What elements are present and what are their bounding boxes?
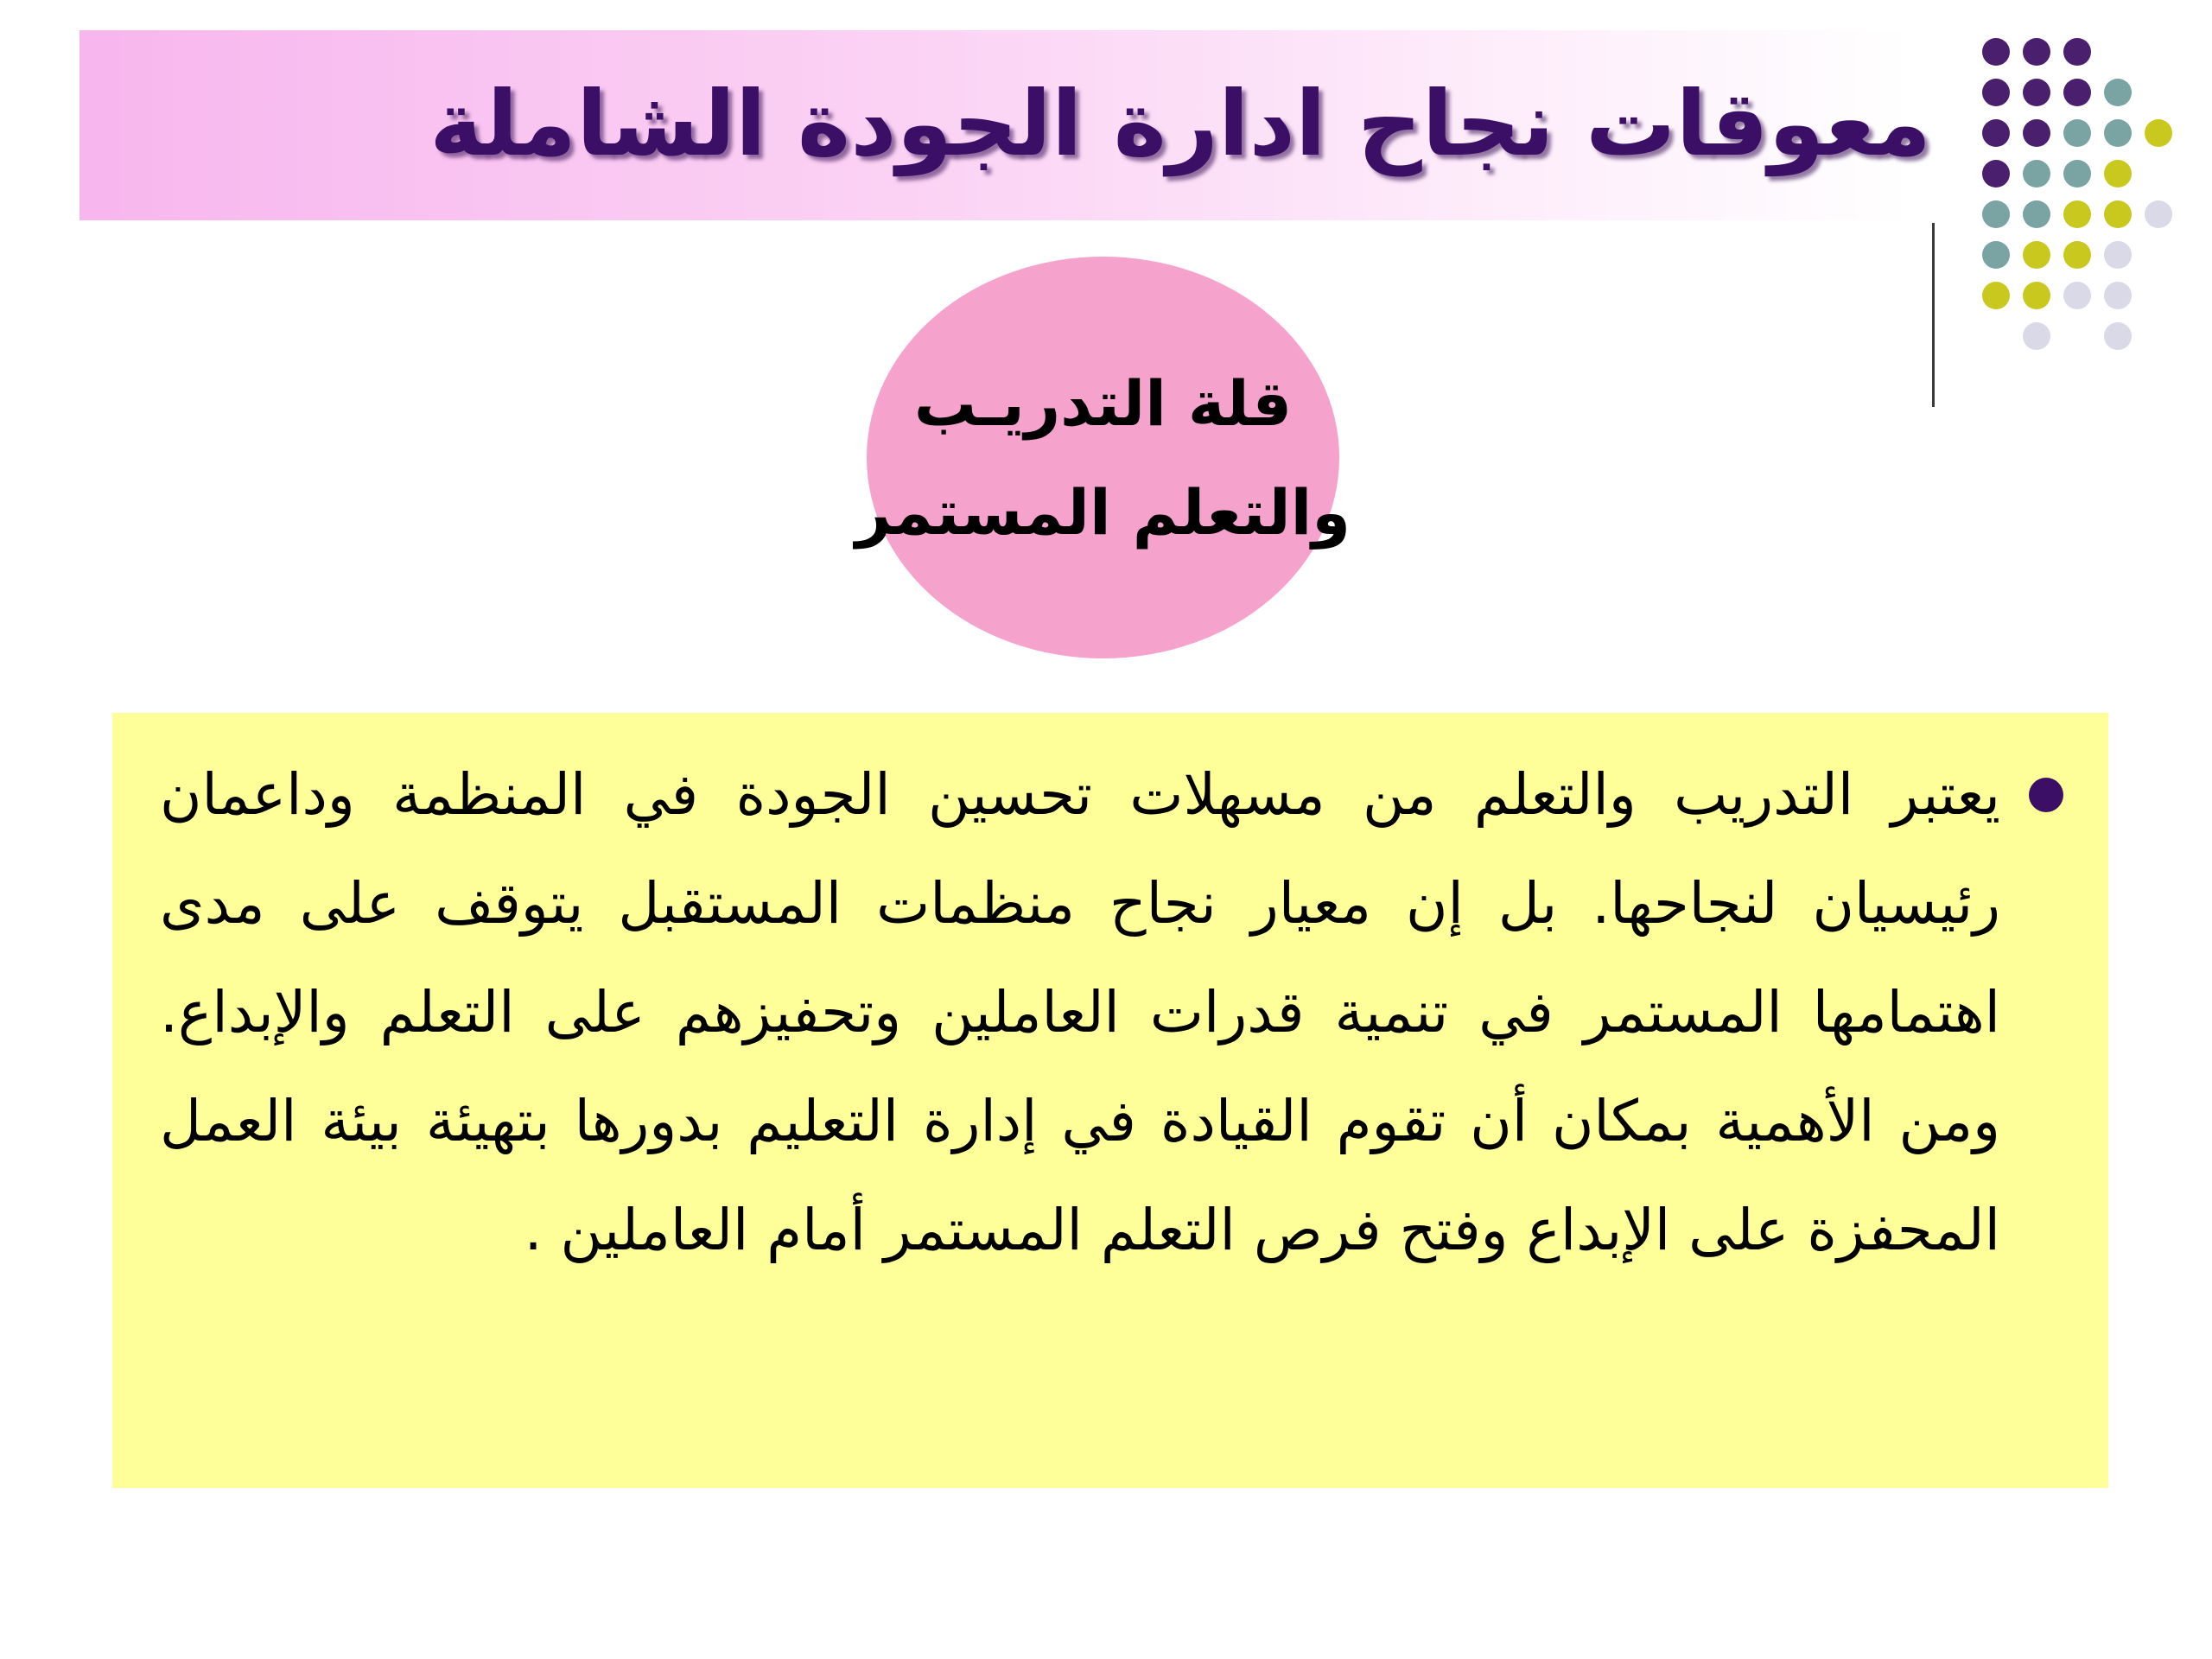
decorative-dot bbox=[1982, 241, 2010, 269]
decorative-dot bbox=[1982, 282, 2010, 309]
decorative-dot bbox=[2023, 119, 2050, 147]
decorative-dot bbox=[2023, 79, 2050, 106]
decorative-dot bbox=[1982, 160, 2010, 188]
decorative-dot bbox=[2104, 200, 2132, 228]
decorative-dot bbox=[1982, 119, 2010, 147]
decorative-dot bbox=[2104, 160, 2132, 188]
topic-circle bbox=[855, 257, 1351, 658]
decorative-dot bbox=[2023, 200, 2050, 228]
decorative-dot-grid bbox=[1979, 35, 2186, 363]
decorative-dot bbox=[2104, 322, 2132, 350]
decorative-dot bbox=[1982, 38, 2010, 66]
decorative-dot bbox=[2063, 79, 2091, 106]
body-paragraph: يعتبر التدريب والتعلم من مسهلات تحسين الجودة في المنظمة وداعمان رئيسيان لنجاحها. بل إن معيار نجاح منظمات المستقبل يتوقف على مدى اهتمامها المستمر في تنمية قدرات العاملين وتحفيزهم على التعلم والإبداع. ومن الأهمية بمكان أن تقوم القيادة في إدارة التعليم بدورها بتهيئة بيئة العمل المحفزة على الإبداع وفتح فرص التعلم المستمر أمام العاملين . bbox=[160, 761, 2000, 1263]
decorative-dot bbox=[2104, 282, 2132, 309]
decorative-dot bbox=[2145, 119, 2172, 147]
decorative-dot bbox=[2023, 322, 2050, 350]
decorative-dot bbox=[2063, 119, 2091, 147]
decorative-dot bbox=[2063, 38, 2091, 66]
slide-title: معوقات نجاح ادارة الجودة الشاملة bbox=[429, 71, 1931, 176]
decorative-dot bbox=[2104, 79, 2132, 106]
decorative-dot bbox=[1982, 79, 2010, 106]
decorative-dot bbox=[2145, 200, 2172, 228]
bullet-dot-icon bbox=[2029, 778, 2063, 812]
topic-circle-line: قلة التدريـب bbox=[913, 366, 1293, 440]
decorative-dot bbox=[2023, 38, 2050, 66]
decorative-dot bbox=[2104, 241, 2132, 269]
decorative-dot bbox=[2063, 241, 2091, 269]
decorative-dot bbox=[2023, 282, 2050, 309]
topic-circle-text bbox=[855, 349, 1351, 567]
decorative-dot bbox=[2063, 160, 2091, 188]
divider-line bbox=[1932, 223, 1935, 407]
decorative-dot bbox=[2063, 200, 2091, 228]
decorative-dot bbox=[2023, 241, 2050, 269]
decorative-dot bbox=[2023, 160, 2050, 188]
decorative-dot bbox=[2104, 119, 2132, 147]
decorative-dot bbox=[2063, 282, 2091, 309]
content-box bbox=[112, 713, 2108, 1488]
decorative-dot bbox=[1982, 200, 2010, 228]
topic-circle-line: والتعلم المستمر bbox=[855, 475, 1351, 549]
